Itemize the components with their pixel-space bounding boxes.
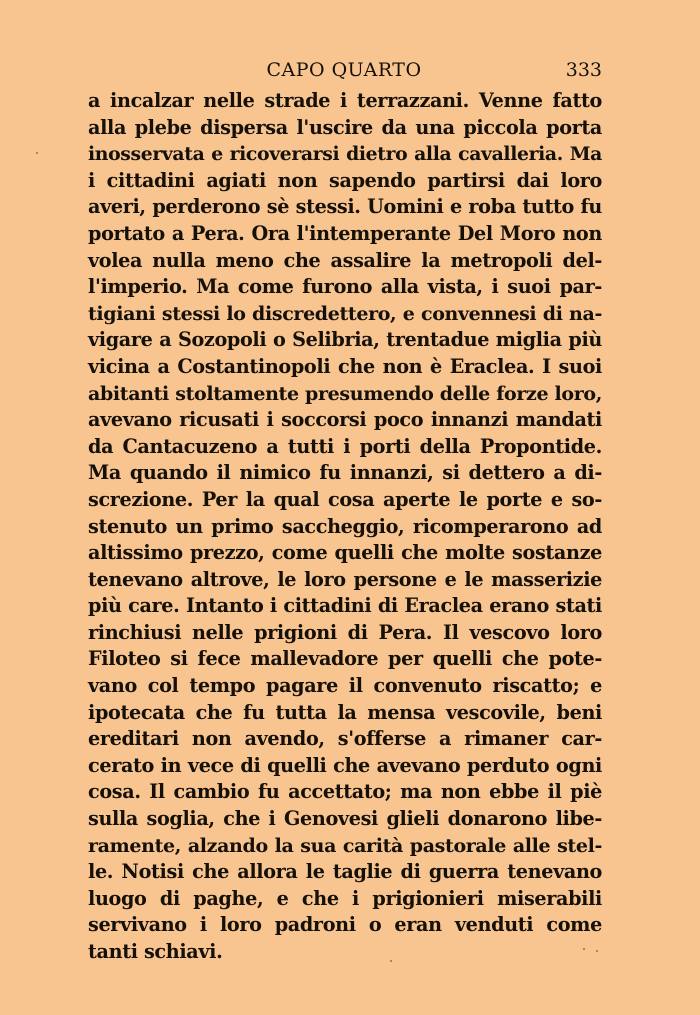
text-line: l'imperio. Ma come furono alla vista, i suoi par- bbox=[88, 275, 602, 299]
text-line: ipotecata che fu tutta la mensa vescovile, beni bbox=[88, 700, 602, 724]
text-line: tanti schiavi. bbox=[88, 940, 223, 963]
text-line: luogo di paghe, e che i prigionieri miserabili bbox=[88, 886, 602, 910]
text-line: servivano i loro padroni o eran venduti come bbox=[88, 913, 602, 937]
text-line: vicina a Costantinopoli che non è Eraclea. I suoi bbox=[88, 354, 602, 378]
text-line: ereditari non avendo, s'offerse a rimaner car- bbox=[88, 727, 602, 751]
paper-speck bbox=[36, 152, 38, 154]
text-line: averi, perderono sè stessi. Uomini e roba tutto fu bbox=[88, 195, 602, 219]
text-line: sulla soglia, che i Genovesi glieli donarono libe- bbox=[88, 807, 602, 831]
text-line: screzione. Per la qual cosa aperte le porte e so- bbox=[88, 487, 602, 511]
chapter-title: CAPO QUARTO bbox=[266, 59, 422, 81]
text-line: più care. Intanto i cittadini di Eraclea erano stati bbox=[88, 594, 602, 618]
paper-speck bbox=[583, 948, 585, 950]
text-line: Filoteo si fece mallevadore per quelli che pote- bbox=[88, 647, 602, 671]
text-line: le. Notisi che allora le taglie di guerra tenevano bbox=[88, 860, 602, 884]
text-line: alla plebe dispersa l'uscire da una piccola porta bbox=[88, 115, 602, 139]
text-line: portato a Pera. Ora l'intemperante Del Moro non bbox=[88, 221, 602, 245]
text-line: avevano ricusati i soccorsi poco innanzi mandati bbox=[88, 408, 602, 432]
text-line: volea nulla meno che assalire la metropoli del- bbox=[88, 248, 602, 272]
text-line: Ma quando il nimico fu innanzi, si dettero a di- bbox=[88, 461, 602, 485]
page-number: 333 bbox=[565, 59, 602, 81]
text-line: tenevano altrove, le loro persone e le masserizie bbox=[88, 567, 602, 591]
text-line: cosa. Il cambio fu accettato; ma non ebbe il piè bbox=[88, 780, 602, 804]
running-head bbox=[86, 58, 602, 86]
text-line: cerato in vece di quelli che avevano perduto ogni bbox=[88, 753, 602, 777]
body-text bbox=[88, 88, 602, 966]
text-line: tigiani stessi lo discredettero, e convennesi di na- bbox=[88, 302, 602, 325]
paper-speck bbox=[390, 960, 392, 962]
text-line: altissimo prezzo, come quelli che molte sostanze bbox=[88, 541, 602, 565]
text-line: rinchiusi nelle prigioni di Pera. Il vescovo loro bbox=[88, 620, 602, 644]
text-line: i cittadini agiati non sapendo partirsi dai loro bbox=[88, 168, 602, 192]
text-line: vano col tempo pagare il convenuto riscatto; e bbox=[88, 674, 602, 698]
text-line: stenuto un primo saccheggio, ricomperarono ad bbox=[88, 514, 602, 538]
text-line: a incalzar nelle strade i terrazzani. Venne fatto bbox=[88, 89, 602, 112]
text-line: ramente, alzando la sua carità pastorale alle stel- bbox=[88, 834, 602, 857]
text-line: abitanti stoltamente presumendo delle forze loro, bbox=[88, 382, 602, 405]
paper-speck bbox=[596, 950, 598, 952]
text-line: inosservata e ricoverarsi dietro alla cavalleria. Ma bbox=[88, 143, 602, 166]
text-line: vigare a Sozopoli o Selibria, trentadue miglia più bbox=[88, 328, 602, 352]
text-line: da Cantacuzeno a tutti i porti della Propontide. bbox=[88, 434, 602, 458]
